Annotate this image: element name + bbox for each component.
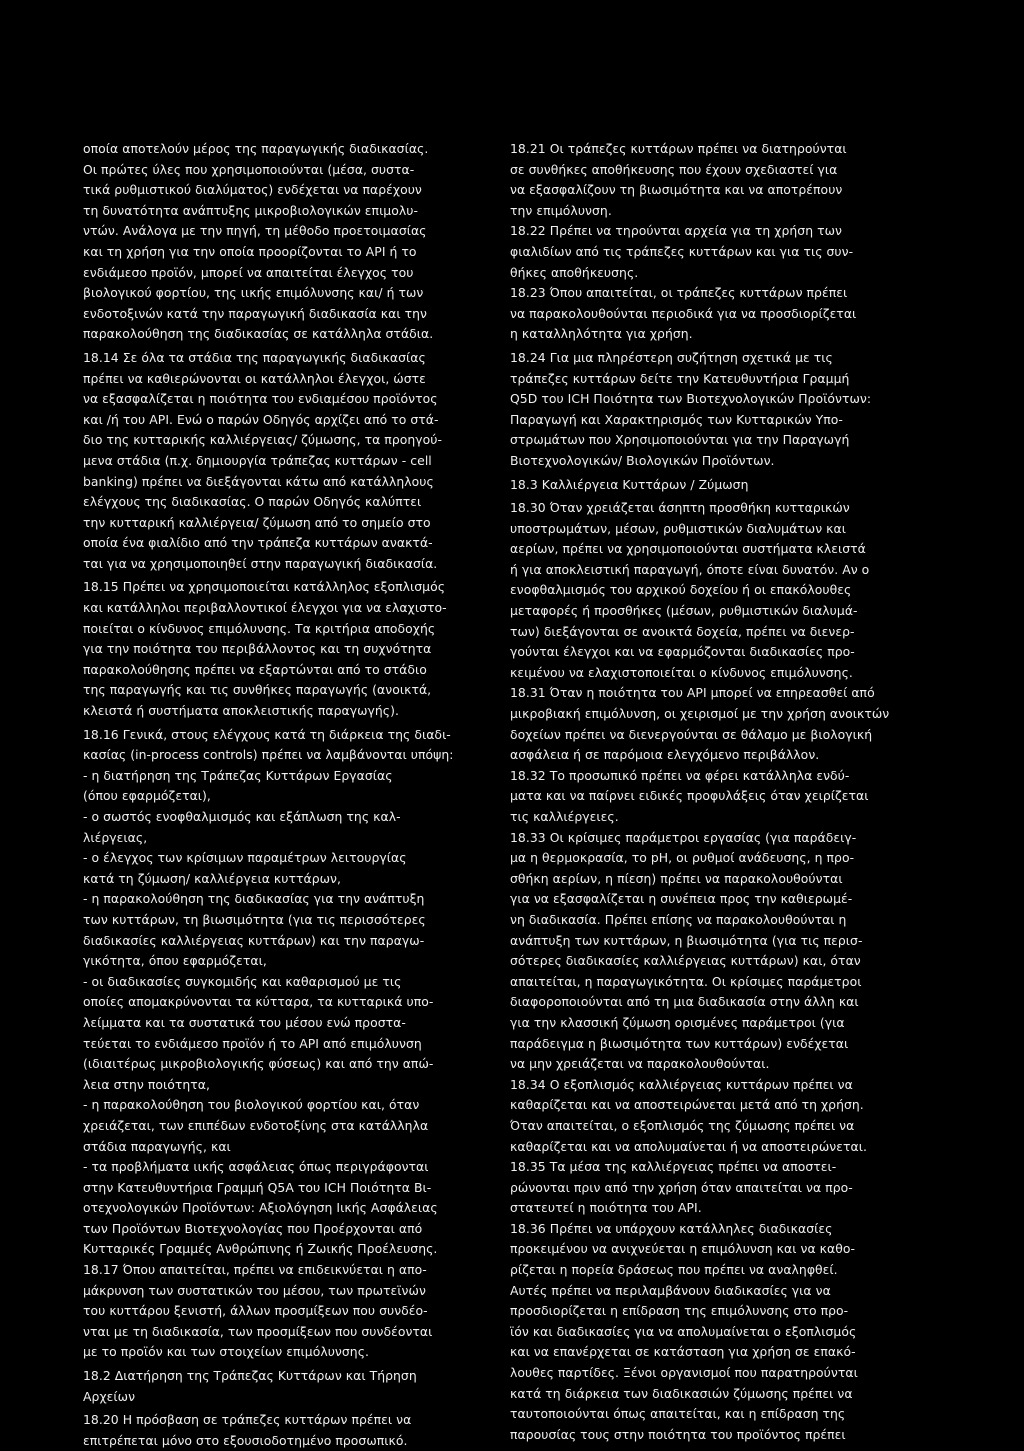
text-line: 18.17 Όπου απαιτείται, πρέπει να επιδεικνύεται η απο- xyxy=(83,1262,427,1278)
text-line: 18.32 Το προσωπικό πρέπει να φέρει κατάλληλα ενδύ- xyxy=(510,767,850,783)
text-line: 18.31 Όταν η ποιότητα του API μπορεί να επηρεασθεί από xyxy=(510,685,875,701)
text-line: - τα προβλήματα ιικής ασφάλειας όπως περιγράφονται xyxy=(83,1159,429,1175)
left-text-column xyxy=(83,139,491,1451)
text-line: γικότητα, όπου εφαρμόζεται, xyxy=(83,953,267,969)
text-line: χρειάζεται, των επιπέδων ενδοτοξίνης στα κατάλληλα xyxy=(83,1117,429,1133)
text-line: 18.20 Η πρόσβαση σε τράπεζες κυττάρων πρέπει να xyxy=(83,1412,412,1428)
text-line: οποίες απομακρύνονται τα κύτταρα, τα κυτταρικά υπο- xyxy=(83,994,434,1010)
text-line: ενδοτοξινών κατά την παραγωγική διαδικασία και την xyxy=(83,305,427,321)
text-line: βιολογικού φορτίου, της ιικής επιμόλυνσης και/ ή των xyxy=(83,285,424,301)
text-line: πρέπει να καθιερώνονται οι κατάλληλοι έλεγχοι, ώστε xyxy=(83,370,426,386)
text-line: την επιμόλυνση. xyxy=(510,202,612,218)
text-line: σότερες διαδικασίες καλλιέργειας κυττάρων) και, όταν xyxy=(510,953,861,969)
text-line: - η παρακολούθηση του βιολογικού φορτίου και, όταν xyxy=(83,1097,420,1113)
text-line: ανάπτυξη των κυττάρων, η βιωσιμότητα (για τις περισ- xyxy=(510,932,863,948)
text-line: καθαρίζεται και να απολυμαίνεται ή να αποστειρώνεται. xyxy=(510,1138,867,1154)
text-line: γούνται έλεγχοι και να εφαρμόζονται διαδικασίες προ- xyxy=(510,644,855,660)
text-line: φιαλιδίων από τις τράπεζες κυττάρων και για τις συν- xyxy=(510,243,854,259)
text-line: η καταλληλότητα για χρήση. xyxy=(510,326,693,342)
text-line: ρίζεται η πορεία δράσεως που πρέπει να αναληφθεί. xyxy=(510,1262,838,1278)
text-line: μικροβιακή επιμόλυνση, οι χειρισμοί με την χρήση ανοικτών xyxy=(510,706,890,722)
text-line: και να επανέρχεται σε κατάσταση για χρήση σε επακό- xyxy=(510,1344,856,1360)
text-line: επιτρέπεται μόνο στο εξουσιοδοτημένο προσωπικό. xyxy=(83,1432,408,1448)
text-line: λιέργειας, xyxy=(83,829,148,845)
text-line: με το προϊόν και των στοιχείων επιμόλυνσης. xyxy=(83,1344,370,1360)
text-line: δοχείων πρέπει να διενεργούνται σε θάλαμο με βιολογική xyxy=(510,726,873,742)
text-line: Όταν απαιτείται, ο εξοπλισμός της ζύμωσης πρέπει να xyxy=(510,1117,855,1133)
text-line: banking) πρέπει να διεξάγονται κάτω από κατάλληλους xyxy=(83,473,434,489)
text-line: μεταφορές ή προσθήκες (μέσων, ρυθμιστικών διαλυμά- xyxy=(510,603,858,619)
text-line: θήκες αποθήκευσης. xyxy=(510,264,639,280)
text-line: ντών. Ανάλογα με την πηγή, τη μέθοδο προετοιμασίας xyxy=(83,223,427,239)
text-line: προσδιορίζεται η επίδραση της επιμόλυνσης στο προ- xyxy=(510,1303,849,1319)
text-line: (ιδιαιτέρως μικροβιολογικής φύσεως) και από την απώ- xyxy=(83,1056,434,1072)
text-line: ελέγχους της διαδικασίας. Ο παρών Οδηγός καλύπτει xyxy=(83,494,422,510)
text-line: ματα και να παίρνει ειδικές προφυλάξεις όταν χειρίζεται xyxy=(510,788,869,804)
text-line: και κατάλληλοι περιβαλλοντικοί έλεγχοι για να ελαχιστο- xyxy=(83,600,447,616)
text-line: να εξασφαλίζουν τη βιωσιμότητα και να αποτρέπουν xyxy=(510,182,843,198)
text-line: - οι διαδικασίες συγκομιδής και καθαρισμού με τις xyxy=(83,973,402,989)
text-line: οτεχνολογικών Προϊόντων: Αξιολόγηση Ιικής Ασφάλειας xyxy=(83,1200,438,1216)
text-line: παρακολούθησης πρέπει να εξαρτώνται από το στάδιο xyxy=(83,661,427,677)
text-line: στην Κατευθυντήρια Γραμμή Q5A του ICH Ποιότητα Βι- xyxy=(83,1179,432,1195)
text-line: των Προϊόντων Βιοτεχνολογίας που Προέρχονται από xyxy=(83,1220,423,1236)
text-line: 18.22 Πρέπει να τηρούνται αρχεία για τη χρήση των xyxy=(510,223,843,239)
text-line: μενα στάδια (π.χ. δημιουργία τράπεζας κυττάρων - cell xyxy=(83,452,432,468)
text-line: 18.34 Ο εξοπλισμός καλλιέργειας κυττάρων πρέπει να xyxy=(510,1076,853,1092)
text-line: 18.35 Τα μέσα της καλλιέργειας πρέπει να αποστει- xyxy=(510,1159,837,1175)
text-line: των) διεξάγονται σε ανοικτά δοχεία, πρέπει να διενερ- xyxy=(510,623,855,639)
text-line: Q5D του ICH Ποιότητα των Βιοτεχνολογικών Προϊόντων: xyxy=(510,391,872,407)
text-line: και /ή του API. Ενώ ο παρών Οδηγός αρχίζει από το στά- xyxy=(83,411,439,427)
text-line: κλειστά ή συστήματα αποκλειστικής παραγωγής). xyxy=(83,703,399,719)
text-line: κειμένου να ελαχιστοποιείται ο κίνδυνος επιμόλυνσης. xyxy=(510,664,853,680)
text-line: 18.30 Όταν χρειάζεται άσηπτη προσθήκη κυτταρικών xyxy=(510,500,850,516)
text-line: Αυτές πρέπει να περιλαμβάνουν διαδικασίες για να xyxy=(510,1282,831,1298)
text-line: 18.21 Οι τράπεζες κυττάρων πρέπει να διατηρούνται xyxy=(510,141,847,156)
text-line: στρωμάτων που Χρησιμοποιούνται για την Παραγωγή xyxy=(510,432,850,448)
text-line: ρώνονται πριν από την χρήση όταν απαιτείται να προ- xyxy=(510,1179,853,1195)
text-line: νται με τη διαδικασία, των προσμίξεων που συνδέονται xyxy=(83,1323,433,1339)
text-line: σε συνθήκες αποθήκευσης που έχουν σχεδιαστεί για xyxy=(510,161,838,177)
text-line: ποιείται ο κίνδυνος επιμόλυνσης. Τα κριτήρια αποδοχής xyxy=(83,620,436,636)
text-line: 18.33 Οι κρίσιμες παράμετροι εργασίας (για παράδειγ- xyxy=(510,829,857,845)
text-line: κασίας (in-process controls) πρέπει να λαμβάνονται υπόψη: xyxy=(83,747,454,763)
text-line: τεύεται το ενδιάμεσο προϊόν ή το API από επιμόλυνση xyxy=(83,1035,422,1051)
text-line: ενοφθαλμισμός του αρχικού δοχείου ή οι επακόλουθες xyxy=(510,582,852,598)
text-line: υποστρωμάτων, μέσων, ρυθμιστικών διαλυμάτων και xyxy=(510,520,846,536)
text-line: διο της κυτταρικής καλλιέργειας/ ζύμωσης, τα προηγού- xyxy=(83,432,443,448)
text-line: απαιτείται, η παραγωγικότητα. Οι κρίσιμες παράμετροι xyxy=(510,973,862,989)
text-line: ταυτοποιούνται όπως απαιτείται, και η επίδραση της xyxy=(510,1406,846,1422)
text-line: οποία αποτελούν μέρος της παραγωγικής διαδικασίας. xyxy=(83,141,429,156)
text-line: 18.23 Όπου απαιτείται, οι τράπεζες κυττάρων πρέπει xyxy=(510,285,848,301)
text-line: κατά τη ζύμωση/ καλλιέργεια κυττάρων, xyxy=(83,870,342,886)
right-text-column xyxy=(510,139,914,1445)
text-line: και τη χρήση για την οποία προορίζονται το API ή το xyxy=(83,243,417,259)
text-line: 18.15 Πρέπει να χρησιμοποιείται κατάλληλος εξοπλισμός xyxy=(83,579,446,595)
text-line: των κυττάρων, τη βιωσιμότητα (για τις περισσότερες xyxy=(83,911,426,927)
text-line: διαφοροποιούνται από τη μια διαδικασία στην άλλη και xyxy=(510,994,859,1010)
text-line: - η παρακολούθηση της διαδικασίας για την ανάπτυξη xyxy=(83,891,425,907)
text-line: ή για αποκλειστική παραγωγή, όποτε είναι δυνατόν. Αν ο xyxy=(510,561,870,577)
text-line: Οι πρώτες ύλες που χρησιμοποιούνται (μέσα, συστα- xyxy=(83,161,415,177)
text-line: ται για να χρησιμοποιηθεί στην παραγωγική διαδικασία. xyxy=(83,555,438,571)
text-line: Βιοτεχνολογικών/ Βιολογικών Προϊόντων. xyxy=(510,452,775,468)
text-line: μάκρυνση των συστατικών του μέσου, των πρωτεϊνών xyxy=(83,1282,426,1298)
text-line: 18.36 Πρέπει να υπάρχουν κατάλληλες διαδικασίες xyxy=(510,1220,833,1236)
text-line: καθαρίζεται και να αποστειρώνεται μετά από τη χρήση. xyxy=(510,1097,864,1113)
text-line: παρουσίας τους στην ποιότητα του προϊόντος πρέπει xyxy=(510,1426,846,1442)
text-line: 18.24 Για μια πληρέστερη συζήτηση σχετικά με τις xyxy=(510,349,833,365)
text-line: του κυττάρου ξενιστή, άλλων προσμίξεων που συνδέο- xyxy=(83,1303,428,1319)
text-line: τη δυνατότητα ανάπτυξης μικροβιολογικών επιμολυ- xyxy=(83,202,418,218)
text-line: για να εξασφαλίζεται η συνέπεια προς την καθιερωμέ- xyxy=(510,891,853,907)
text-line: για την ποιότητα του περιβάλλοντος και τη συχνότητα xyxy=(83,641,432,657)
text-line: μα η θερμοκρασία, το pH, οι ρυθμοί ανάδευσης, η προ- xyxy=(510,850,855,866)
text-line: την κυτταρική καλλιέργεια/ ζύμωση από το σημείο στο xyxy=(83,514,431,530)
text-line: αερίων, πρέπει να χρησιμοποιούνται συστήματα κλειστά xyxy=(510,541,866,557)
text-line: της παραγωγής και τις συνθήκες παραγωγής (ανοικτά, xyxy=(83,682,432,698)
text-line: παρακολούθηση της διαδικασίας σε κατάλληλα στάδια. xyxy=(83,326,434,342)
text-line: να παρακολουθούνται περιοδικά για να προσδιορίζεται xyxy=(510,305,857,321)
text-line: να εξασφαλίζεται η ποιότητα του ενδιαμέσου προϊόντος xyxy=(83,391,438,407)
text-line: ενδιάμεσο προϊόν, μπορεί να απαιτείται έλεγχος του xyxy=(83,264,414,280)
text-line: - η διατήρηση της Τράπεζας Κυττάρων Εργασίας xyxy=(83,767,393,783)
text-line: στατευτεί η ποιότητα του API. xyxy=(510,1200,702,1216)
text-line: κατά τη διάρκεια των διαδικασιών ζύμωσης πρέπει να xyxy=(510,1385,853,1401)
text-line: να μην χρειάζεται να παρακολουθούνται. xyxy=(510,1056,770,1072)
text-line: λεια στην ποιότητα, xyxy=(83,1076,210,1092)
text-line: τις καλλιέργειες. xyxy=(510,809,619,824)
text-line: σθήκη αερίων, η πίεση) πρέπει να παρακολουθούνται xyxy=(510,870,843,886)
text-line: 18.2 Διατήρηση της Τράπεζας Κυττάρων και Τήρηση xyxy=(83,1368,417,1384)
text-line: Αρχείων xyxy=(83,1388,136,1404)
text-line: τράπεζες κυττάρων δείτε την Κατευθυντήρια Γραμμή xyxy=(510,370,850,386)
text-line: - ο σωστός ενοφθαλμισμός και εξάπλωση της καλ- xyxy=(83,809,401,824)
text-line: 18.3 Καλλιέργεια Κυττάρων / Ζύμωση xyxy=(510,476,749,492)
text-line: 18.16 Γενικά, στους ελέγχους κατά τη διάρκεια της διαδι- xyxy=(83,726,451,742)
text-line: (όπου εφαρμόζεται), xyxy=(83,788,211,804)
text-line: 18.14 Σε όλα τα στάδια της παραγωγικής διαδικασίας xyxy=(83,349,426,365)
text-line: λουθες παρτίδες. Ξένοι οργανισμοί που παρατηρούνται xyxy=(510,1365,858,1381)
text-line: στάδια παραγωγής, και xyxy=(83,1138,231,1154)
text-line: για την κλασσική ζύμωση ορισμένες παράμετροι (για xyxy=(510,1014,845,1030)
text-line: λείμματα και τα συστατικά του μέσου ενώ προστα- xyxy=(83,1014,406,1030)
text-line: τικά ρυθμιστικού διαλύματος) ενδέχεται να παρέχουν xyxy=(83,182,422,198)
text-line: νη διαδικασία. Πρέπει επίσης να παρακολουθούνται η xyxy=(510,911,847,927)
text-line: ϊόν και διαδικασίες για να απολυμαίνεται ο εξοπλισμός xyxy=(510,1323,857,1339)
text-line: ασφάλεια ή σε παρόμοια ελεγχόμενο περιβάλλον. xyxy=(510,747,820,763)
text-line: προκειμένου να ανιχνεύεται η επιμόλυνση και να καθο- xyxy=(510,1241,856,1257)
text-line: οποία ένα φιαλίδιο από την τράπεζα κυττάρων ανακτά- xyxy=(83,535,433,551)
text-line: διαδικασίες καλλιέργειας κυττάρων) και την παραγω- xyxy=(83,932,425,948)
text-line: παράδειγμα η βιωσιμότητα των κυττάρων) ενδέχεται xyxy=(510,1035,849,1051)
text-line: - ο έλεγχος των κρίσιμων παραμέτρων λειτουργίας xyxy=(83,850,407,866)
text-line: Κυτταρικές Γραμμές Ανθρώπινης ή Ζωικής Προέλευσης. xyxy=(83,1241,438,1257)
text-line: Παραγωγή και Χαρακτηρισμός των Κυτταρικών Υπο- xyxy=(510,411,843,427)
